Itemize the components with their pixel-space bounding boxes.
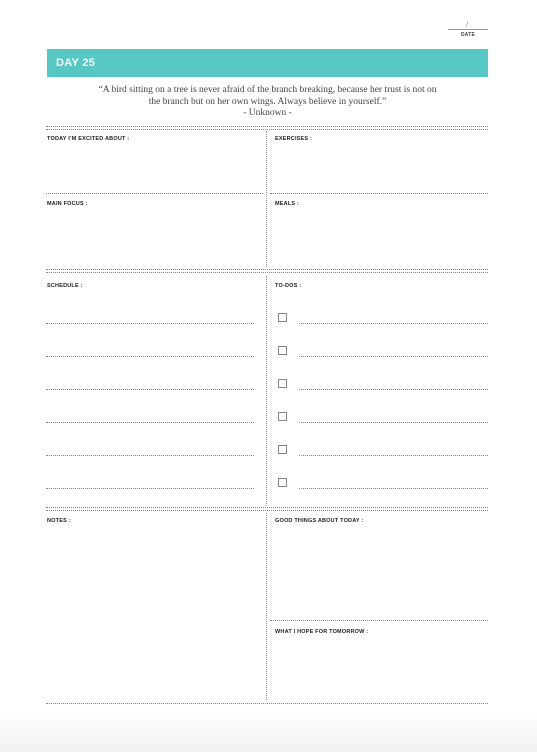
section-divider-2 [46, 269, 488, 270]
quote-line-1: “A bird sitting on a tree is never afraid of the branch breaking, because her trust is not on [98, 85, 437, 95]
bottom-rule [46, 703, 488, 704]
todo-checkbox[interactable] [278, 478, 287, 487]
quote-author: - Unknown - [243, 108, 292, 118]
page-bottom-shadow [0, 710, 537, 752]
date-field[interactable] [448, 20, 488, 42]
exercises-bottom-rule [270, 193, 488, 194]
todo-line[interactable] [299, 455, 488, 456]
schedule-line[interactable] [46, 323, 254, 324]
todo-line[interactable] [299, 356, 488, 357]
good-things-bottom-rule [270, 620, 488, 621]
day-header-bar [47, 49, 488, 77]
quote [47, 85, 488, 120]
section-divider-top [46, 126, 488, 127]
excited-label: TODAY I’M EXCITED ABOUT : [47, 136, 130, 142]
excited-bottom-rule [46, 193, 263, 194]
section-divider-3 [46, 507, 488, 508]
todo-checkbox[interactable] [278, 412, 287, 421]
todo-checkbox[interactable] [278, 346, 287, 355]
schedule-line[interactable] [46, 422, 254, 423]
day-title: DAY 25 [56, 57, 96, 69]
column-divider-2 [266, 276, 267, 506]
todo-checkbox[interactable] [278, 445, 287, 454]
notes-label: NOTES : [47, 518, 71, 524]
date-line [448, 29, 488, 30]
column-divider-1 [266, 131, 267, 267]
quote-line-2: the branch but on her own wings. Always believe in yourself.” [148, 96, 387, 107]
column-divider-3 [266, 513, 267, 700]
date-slash: / [466, 20, 469, 29]
exercises-label: EXERCISES : [275, 136, 313, 142]
todo-line[interactable] [299, 389, 488, 390]
todo-line[interactable] [299, 323, 488, 324]
todos-label: TO-DOS : [275, 283, 302, 289]
schedule-line[interactable] [46, 389, 254, 390]
todo-checkbox[interactable] [278, 379, 287, 388]
todo-line[interactable] [299, 422, 488, 423]
schedule-line[interactable] [46, 356, 254, 357]
meals-label: MEALS : [275, 201, 300, 207]
schedule-line[interactable] [46, 488, 254, 489]
schedule-line[interactable] [46, 455, 254, 456]
good-things-label: GOOD THINGS ABOUT TODAY : [275, 518, 364, 524]
todo-checkbox[interactable] [278, 313, 287, 322]
date-label: DATE [460, 32, 476, 38]
hope-label: WHAT I HOPE FOR TOMORROW : [275, 629, 369, 635]
todo-line[interactable] [299, 488, 488, 489]
schedule-label: SCHEDULE : [47, 283, 83, 289]
main-focus-label: MAIN FOCUS : [47, 201, 88, 207]
